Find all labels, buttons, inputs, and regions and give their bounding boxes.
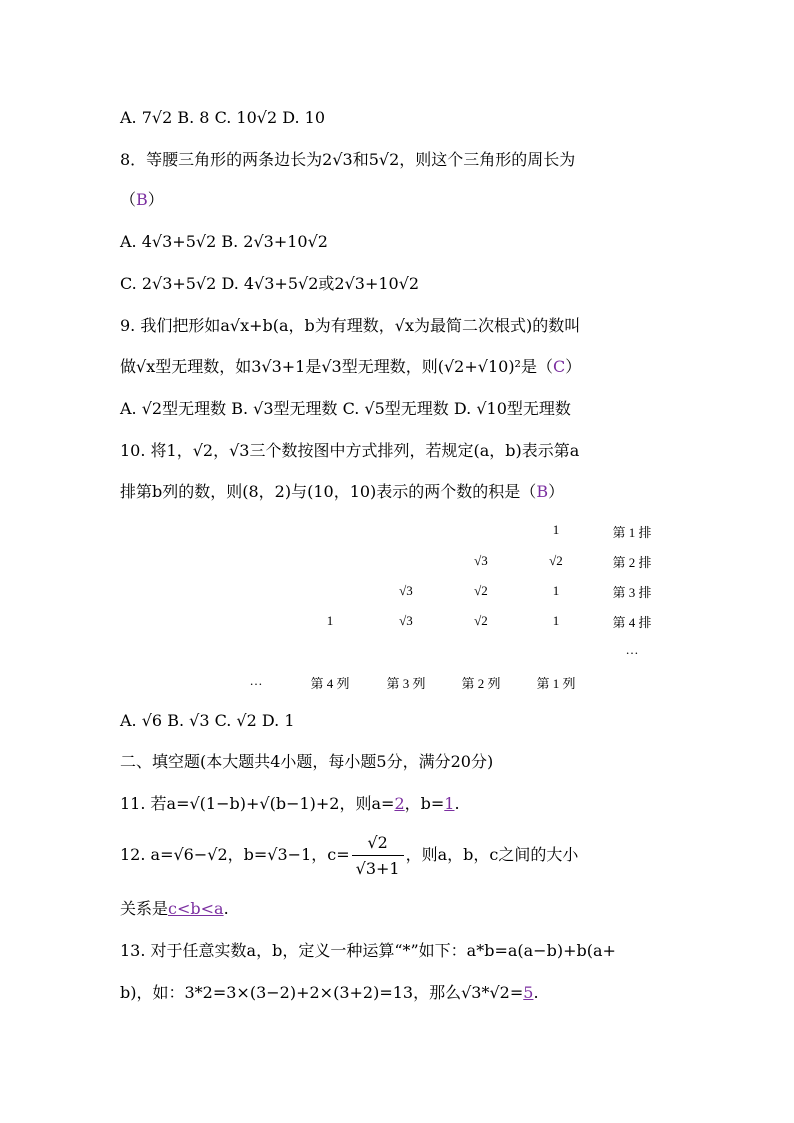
q7-options: A. 7√2 B. 8 C. 10√2 D. 10 <box>120 108 326 127</box>
q10-line1: 10. 将1，√2，√3三个数按图中方式排列，若规定(a，b)表示第a <box>120 441 580 460</box>
q13-line2 <box>120 983 539 1003</box>
q11-answer-a: 2 <box>394 794 405 813</box>
q11-text: 11. 若a=√(1−b)+√(b−1)+2，则a= <box>120 794 395 813</box>
q9-line1: 9. 我们把形如a√x+b(a，b为有理数，√x为最简二次根式)的数叫 <box>120 316 581 335</box>
table-cell: 1 <box>552 583 560 598</box>
row-label: 第 4 排 <box>612 615 652 630</box>
section-heading: 二、填空题(本大题共4小题，每小题5分，满分20分) <box>120 752 494 771</box>
table-cell: 1 <box>326 613 334 628</box>
q10-options: A. √6 B. √3 C. √2 D. 1 <box>120 711 295 730</box>
q12-line2-text: 关系是 <box>120 899 169 918</box>
q13-answer: 5 <box>523 983 534 1002</box>
q8-answer: B <box>136 190 148 209</box>
q12-fraction <box>352 833 404 879</box>
q13-end: . <box>533 983 539 1002</box>
table-cell: √2 <box>474 613 488 628</box>
q12-fraction-denominator: √3+1 <box>355 858 400 878</box>
row-label: … <box>625 642 639 657</box>
q10-line2: 排第b列的数，则(8，2)与(10，10)表示的两个数的积是（B） <box>120 482 565 501</box>
col-label: 第 1 列 <box>536 676 576 691</box>
table-cell: √2 <box>549 553 563 568</box>
col-label: 第 2 列 <box>461 676 501 691</box>
col-label: … <box>249 673 263 688</box>
q12 <box>120 828 578 882</box>
q11-answer-b: 1 <box>444 794 455 813</box>
table-cell: 1 <box>552 613 560 628</box>
q12-answer: c<b<a <box>168 899 224 918</box>
q9-line2: 做√x型无理数，如3√3+1是√3型无理数，则(√2+√10)²是（C） <box>120 357 582 376</box>
q9-answer: C <box>553 357 566 376</box>
q12-after: ，则a，b，c之间的大小 <box>405 845 579 864</box>
q12-fraction-numerator: √2 <box>352 833 404 856</box>
table-cell: 1 <box>552 522 560 537</box>
q12-end: . <box>223 899 229 918</box>
row-label: 第 3 排 <box>612 585 652 600</box>
q8-answer-line: （B） <box>120 190 164 209</box>
table-cell: √3 <box>474 553 488 568</box>
q8-stem: 8．等腰三角形的两条边长为2√3和5√2，则这个三角形的周长为 <box>120 150 576 169</box>
q8-options-ab: A. 4√3+5√2 B. 2√3+10√2 <box>120 232 328 251</box>
q13-line1: 13. 对于任意实数a，b，定义一种运算“*”如下：a*b=a(a−b)+b(a+ <box>120 941 616 960</box>
row-label: 第 1 排 <box>612 525 652 540</box>
q11-mid: ，b= <box>404 794 445 813</box>
q8-options-cd: C. 2√3+5√2 D. 4√3+5√2或2√3+10√2 <box>120 274 420 293</box>
q10-line2-text: 排第b列的数，则(8，2)与(10，10)表示的两个数的积是 <box>120 482 521 501</box>
row-label: 第 2 排 <box>612 555 652 570</box>
q11 <box>120 794 460 814</box>
q9-options: A. √2型无理数 B. √3型无理数 C. √5型无理数 D. √10型无理数 <box>120 399 571 418</box>
q12-text: 12. a=√6−√2，b=√3−1，c= <box>120 845 350 864</box>
q12-line2 <box>120 899 229 919</box>
table-cell: √2 <box>474 583 488 598</box>
table-cell: √3 <box>399 613 413 628</box>
q11-end: . <box>454 794 460 813</box>
q10-answer: B <box>536 482 549 501</box>
table-cell: √3 <box>399 583 413 598</box>
q9-line2-text: 做√x型无理数，如3√3+1是√3型无理数，则(√2+√10)²是 <box>120 357 537 376</box>
col-label: 第 4 列 <box>310 676 350 691</box>
q13-line2-text: b)，如：3*2=3×(3−2)+2×(3+2)=13，那么√3*√2= <box>120 983 524 1002</box>
col-label: 第 3 列 <box>386 676 426 691</box>
